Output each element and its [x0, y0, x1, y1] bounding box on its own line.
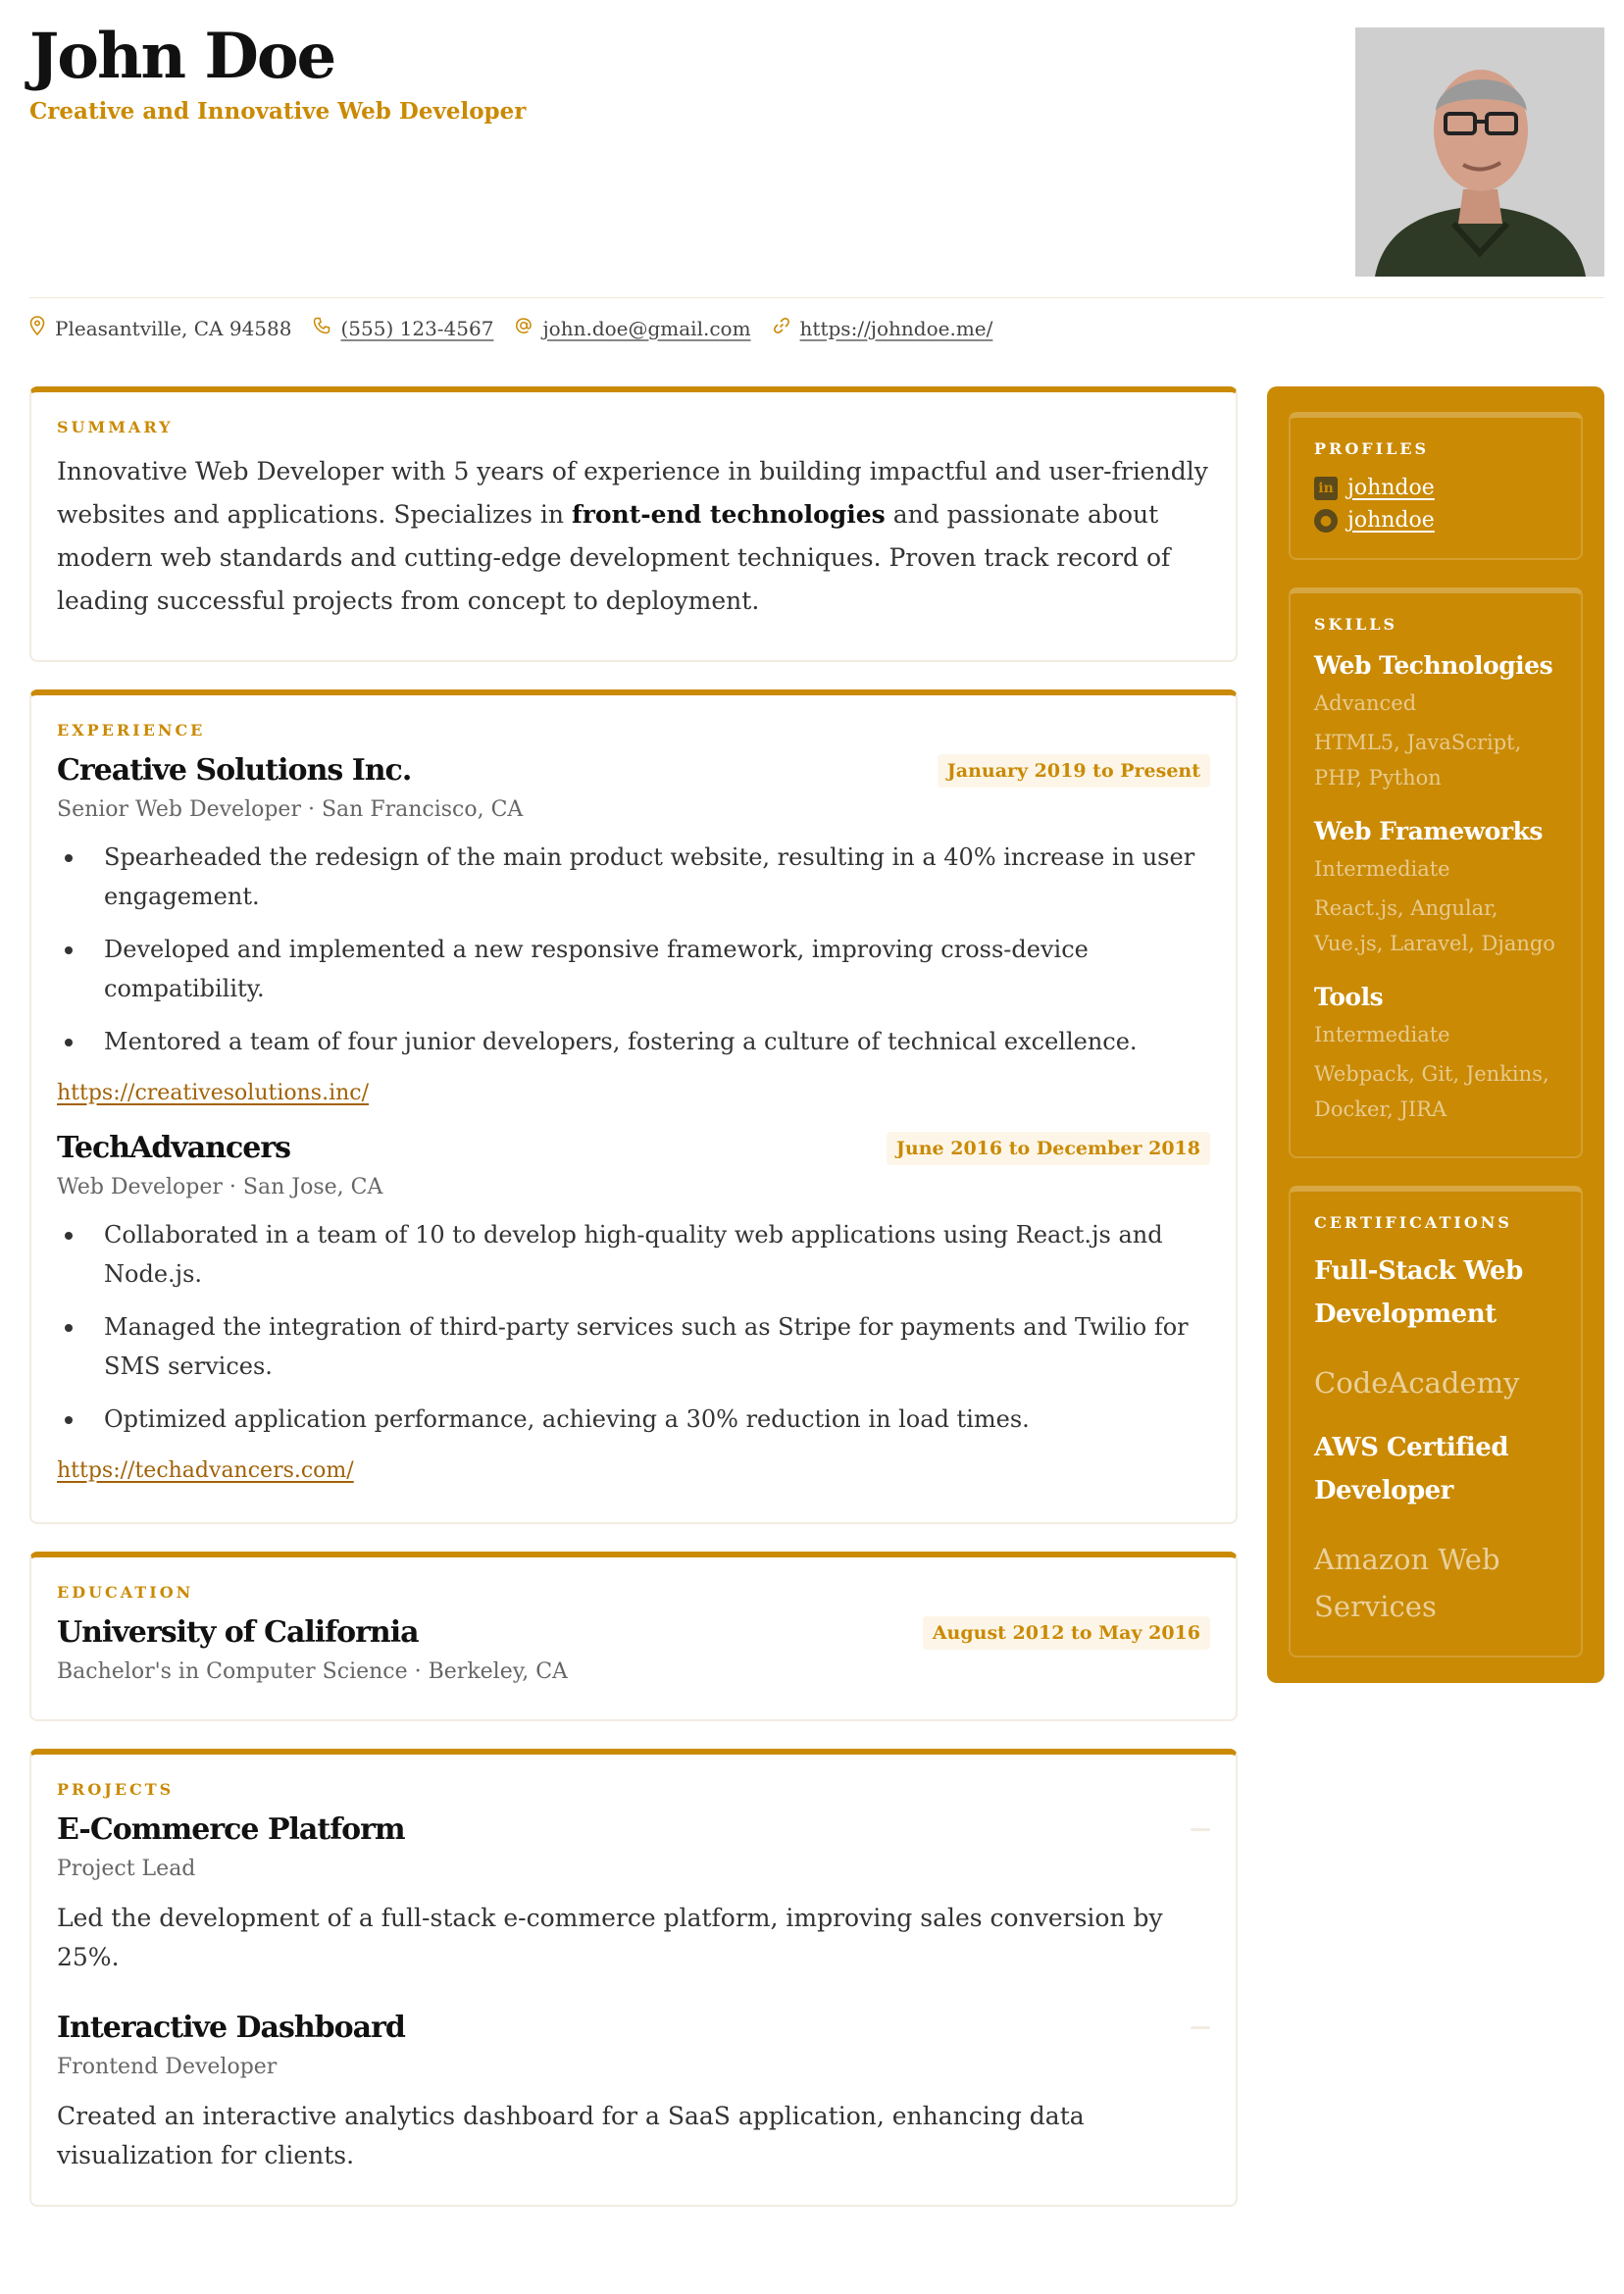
summary-text-part: and passionate about modern web standards and cutting-edge development techniques. Proven track record of leading successful projects from concept to deployment.: [57, 500, 1171, 615]
position-location: Senior Web Developer · San Francisco, CA: [57, 797, 524, 822]
section-title: EDUCATION: [57, 1583, 194, 1602]
email-link[interactable]: john.doe@gmail.com: [542, 316, 751, 340]
location: Berkeley, CA: [428, 1659, 568, 1684]
at-icon: [515, 317, 533, 339]
phone-icon: [313, 317, 330, 339]
skill-level: Intermediate: [1314, 857, 1450, 881]
section-title: SUMMARY: [57, 418, 174, 436]
date-badge: January 2019 to Present: [938, 754, 1210, 788]
link-icon: [773, 317, 790, 339]
skill-item: [1314, 817, 1557, 961]
profile-username[interactable]: johndoe: [1347, 476, 1435, 500]
section-title: PROJECTS: [57, 1780, 175, 1799]
profile-username[interactable]: johndoe: [1347, 508, 1435, 533]
empty-date-badge: [1191, 1828, 1210, 1831]
bullet-item: Mentored a team of four junior developers, fostering a culture of technical excellence.: [57, 1022, 1210, 1061]
degree-location: Bachelor's in Computer Science · Berkeley, CA: [57, 1659, 568, 1684]
skills-section: [1289, 587, 1583, 1158]
map-pin-icon: [29, 316, 45, 340]
phone-link[interactable]: (555) 123-4567: [340, 316, 494, 340]
section-title: SKILLS: [1314, 615, 1397, 634]
project-description: Led the development of a full-stack e-commerce platform, improving sales conversion by 25%.: [57, 1904, 1163, 1971]
company-url[interactable]: https://creativesolutions.inc/: [57, 1081, 370, 1105]
bullet-list: [57, 838, 1210, 1061]
certifications-section: [1289, 1186, 1583, 1657]
skill-keywords: HTML5, JavaScript, PHP, Python: [1314, 731, 1522, 790]
project-item: [57, 1812, 1210, 1977]
contact-location: [29, 316, 291, 340]
summary-text: [57, 450, 1210, 623]
company-name: Creative Solutions Inc.: [57, 753, 412, 788]
project-role: Frontend Developer: [57, 2055, 278, 2079]
profile-github[interactable]: [1314, 508, 1557, 533]
github-icon: ●: [1314, 509, 1338, 533]
bullet-item: Spearheaded the redesign of the main product website, resulting in a 40% increase in user engagement.: [57, 838, 1210, 916]
certification-name: Full-Stack Web Development: [1314, 1256, 1523, 1329]
portrait-image: [1355, 27, 1604, 277]
education-item: [57, 1615, 1210, 1684]
skill-item: [1314, 651, 1557, 795]
project-name: E-Commerce Platform: [57, 1812, 405, 1847]
contact-phone[interactable]: [313, 317, 493, 340]
degree: Bachelor's in Computer Science: [57, 1659, 408, 1684]
certification-item: [1314, 1249, 1557, 1406]
skill-name: Tools: [1314, 983, 1384, 1011]
education-section: [29, 1552, 1238, 1721]
bullet-item: Collaborated in a team of 10 to develop high-quality web applications using React.js and Node.js.: [57, 1215, 1210, 1294]
contact-website[interactable]: [773, 317, 993, 340]
date-badge: June 2016 to December 2018: [887, 1132, 1210, 1165]
project-role: Project Lead: [57, 1857, 196, 1881]
candidate-headline: Creative and Innovative Web Developer: [29, 98, 527, 125]
bullet-list: [57, 1215, 1210, 1439]
company-name: TechAdvancers: [57, 1131, 291, 1165]
section-title: CERTIFICATIONS: [1314, 1213, 1512, 1232]
profiles-section: [1289, 412, 1583, 560]
summary-section: [29, 386, 1238, 662]
experience-item: [57, 753, 1210, 1105]
empty-date-badge: [1191, 2026, 1210, 2029]
bullet-item: Managed the integration of third-party services such as Stripe for payments and Twilio for SMS services.: [57, 1307, 1210, 1386]
position: Web Developer: [57, 1175, 223, 1199]
skill-name: Web Technologies: [1314, 651, 1553, 680]
project-name: Interactive Dashboard: [57, 2011, 405, 2045]
contact-email[interactable]: [515, 317, 750, 340]
bullet-item: Developed and implemented a new responsive framework, improving cross-device compatibility.: [57, 930, 1210, 1008]
main-column: [29, 386, 1238, 2234]
certification-item: [1314, 1426, 1557, 1630]
sidebar: [1267, 386, 1604, 1683]
projects-section: [29, 1749, 1238, 2207]
company-url[interactable]: https://techadvancers.com/: [57, 1458, 354, 1483]
candidate-name: John Doe: [29, 20, 335, 93]
project-item: [57, 2011, 1210, 2175]
bullet-item: Optimized application performance, achieving a 30% reduction in load times.: [57, 1400, 1210, 1439]
certification-issuer: Amazon Web Services: [1314, 1543, 1500, 1623]
position: Senior Web Developer: [57, 797, 301, 822]
skill-level: Intermediate: [1314, 1023, 1450, 1046]
location: San Francisco, CA: [321, 797, 524, 822]
summary-text-part: Innovative Web Developer with 5 years of experience in building impactful and user-friendly websites and applications. Specializes in: [57, 457, 1208, 529]
experience-item: [57, 1131, 1210, 1483]
contact-bar: [29, 316, 992, 340]
position-location: Web Developer · San Jose, CA: [57, 1175, 383, 1199]
linkedin-icon: in: [1314, 477, 1338, 500]
website-link[interactable]: https://johndoe.me/: [799, 316, 993, 340]
profile-photo: [1355, 27, 1604, 277]
profile-linkedin[interactable]: [1314, 476, 1557, 500]
institution-name: University of California: [57, 1615, 419, 1650]
section-title: PROFILES: [1314, 439, 1430, 458]
experience-section: [29, 689, 1238, 1524]
skill-keywords: Webpack, Git, Jenkins, Docker, JIRA: [1314, 1062, 1549, 1121]
certification-issuer: CodeAcademy: [1314, 1366, 1520, 1400]
skill-level: Advanced: [1314, 691, 1417, 715]
location-text: Pleasantville, CA 94588: [55, 316, 292, 340]
skill-name: Web Frameworks: [1314, 817, 1543, 845]
project-description: Created an interactive analytics dashboard for a SaaS application, enhancing data visualization for clients.: [57, 2102, 1085, 2169]
summary-highlight: front-end technologies: [571, 500, 886, 529]
date-badge: August 2012 to May 2016: [923, 1616, 1210, 1650]
certification-name: AWS Certified Developer: [1314, 1433, 1509, 1505]
skill-item: [1314, 983, 1557, 1127]
skill-keywords: React.js, Angular, Vue.js, Laravel, Django: [1314, 896, 1555, 955]
location: San Jose, CA: [242, 1175, 383, 1199]
resume-header: [29, 20, 1604, 298]
section-title: EXPERIENCE: [57, 721, 206, 739]
